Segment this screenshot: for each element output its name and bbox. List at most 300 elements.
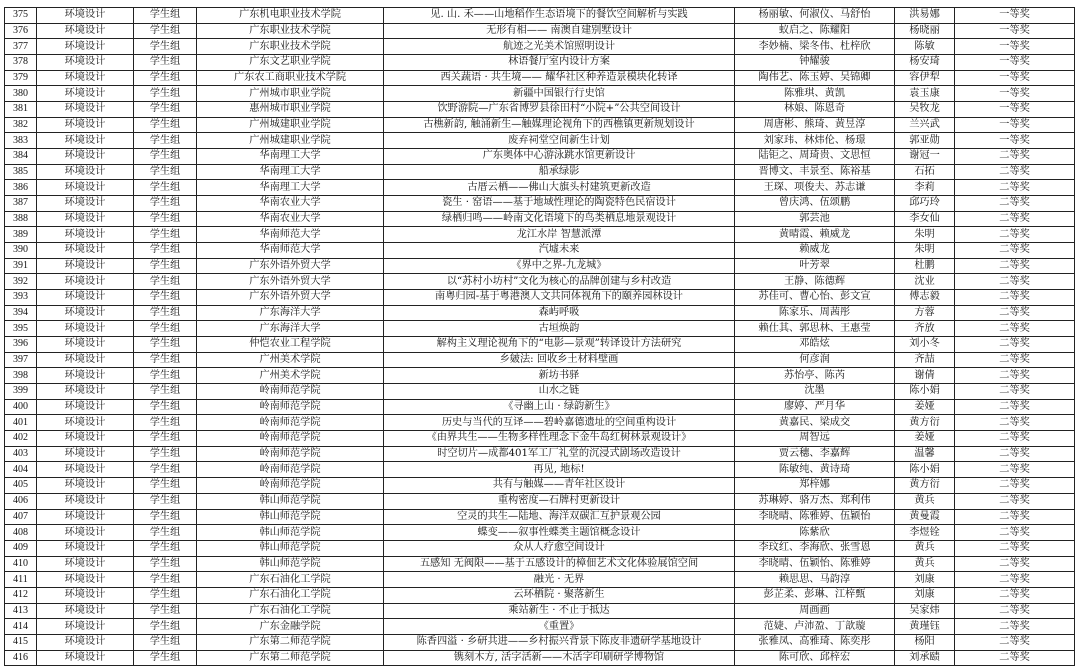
table-row bbox=[5, 321, 1075, 337]
authors-cell: 沈墨 bbox=[735, 384, 895, 400]
school-cell: 岭南师范学院 bbox=[197, 478, 384, 494]
table-row bbox=[5, 619, 1075, 635]
work-title-cell: 镌刻木方, 活字活新——木活字印刷研学博物馆 bbox=[384, 650, 735, 666]
authors-cell: 刘家玮、林炜伦、杨璟 bbox=[735, 133, 895, 149]
school-cell: 华南农业大学 bbox=[197, 196, 384, 212]
work-title-cell: 古樵新韵, 触涌新生—触媒理论视角下的西樵镇更新规划设计 bbox=[384, 117, 735, 133]
authors-cell: 钟耀骏 bbox=[735, 55, 895, 71]
authors-cell: 陶伟艺、陈玉婷、吴锦卿 bbox=[735, 70, 895, 86]
advisor-cell: 石拓 bbox=[895, 164, 955, 180]
category-cell: 环境设计 bbox=[37, 39, 134, 55]
authors-cell: 李妙楠、梁冬伟、杜梓欣 bbox=[735, 39, 895, 55]
row-number-cell: 388 bbox=[5, 211, 37, 227]
row-number-cell: 414 bbox=[5, 619, 37, 635]
school-cell: 华南农业大学 bbox=[197, 211, 384, 227]
award-cell: 二等奖 bbox=[955, 321, 1075, 337]
authors-cell: 王琛、项俊夫、苏志谦 bbox=[735, 180, 895, 196]
category-cell: 环境设计 bbox=[37, 164, 134, 180]
row-number-cell: 407 bbox=[5, 509, 37, 525]
advisor-cell: 黄兵 bbox=[895, 540, 955, 556]
table-row bbox=[5, 650, 1075, 666]
work-title-cell: 解构主义理论视角下的“电影—景观”转译设计方法研究 bbox=[384, 337, 735, 353]
award-cell: 一等奖 bbox=[955, 70, 1075, 86]
category-cell: 环境设计 bbox=[37, 431, 134, 447]
row-number-cell: 389 bbox=[5, 227, 37, 243]
table-row bbox=[5, 180, 1075, 196]
group-cell: 学生组 bbox=[134, 117, 197, 133]
school-cell: 韩山师范学院 bbox=[197, 556, 384, 572]
category-cell: 环境设计 bbox=[37, 258, 134, 274]
group-cell: 学生组 bbox=[134, 462, 197, 478]
table-row bbox=[5, 102, 1075, 118]
advisor-cell: 黄瑾钰 bbox=[895, 619, 955, 635]
advisor-cell: 杨晓丽 bbox=[895, 23, 955, 39]
work-title-cell: 航迹之光美术馆照明设计 bbox=[384, 39, 735, 55]
school-cell: 广州城建职业学院 bbox=[197, 133, 384, 149]
table-row bbox=[5, 540, 1075, 556]
table-row bbox=[5, 211, 1075, 227]
row-number-cell: 385 bbox=[5, 164, 37, 180]
authors-cell: 李晓晴、陈雅婷、伍颖怡 bbox=[735, 509, 895, 525]
work-title-cell: 山水之链 bbox=[384, 384, 735, 400]
school-cell: 岭南师范学院 bbox=[197, 462, 384, 478]
table-row bbox=[5, 493, 1075, 509]
row-number-cell: 384 bbox=[5, 149, 37, 165]
table-row bbox=[5, 587, 1075, 603]
group-cell: 学生组 bbox=[134, 258, 197, 274]
table-row bbox=[5, 446, 1075, 462]
table-row bbox=[5, 243, 1075, 259]
table-row bbox=[5, 431, 1075, 447]
row-number-cell: 390 bbox=[5, 243, 37, 259]
authors-cell: 赖仕其、郭思林、王惠莹 bbox=[735, 321, 895, 337]
award-cell: 二等奖 bbox=[955, 462, 1075, 478]
award-cell: 一等奖 bbox=[955, 102, 1075, 118]
group-cell: 学生组 bbox=[134, 133, 197, 149]
work-title-cell: 众从人疗愈空间设计 bbox=[384, 540, 735, 556]
category-cell: 环境设计 bbox=[37, 8, 134, 24]
advisor-cell: 李煜铨 bbox=[895, 525, 955, 541]
group-cell: 学生组 bbox=[134, 587, 197, 603]
category-cell: 环境设计 bbox=[37, 384, 134, 400]
group-cell: 学生组 bbox=[134, 102, 197, 118]
authors-cell: 邓皓炫 bbox=[735, 337, 895, 353]
group-cell: 学生组 bbox=[134, 290, 197, 306]
advisor-cell: 郭亚勋 bbox=[895, 133, 955, 149]
table-row bbox=[5, 603, 1075, 619]
award-cell: 二等奖 bbox=[955, 556, 1075, 572]
award-cell: 二等奖 bbox=[955, 540, 1075, 556]
category-cell: 环境设计 bbox=[37, 399, 134, 415]
award-cell: 二等奖 bbox=[955, 258, 1075, 274]
table-row bbox=[5, 86, 1075, 102]
category-cell: 环境设计 bbox=[37, 243, 134, 259]
table-row bbox=[5, 399, 1075, 415]
row-number-cell: 416 bbox=[5, 650, 37, 666]
work-title-cell: 《界中之界-九龙城》 bbox=[384, 258, 735, 274]
advisor-cell: 兰兴武 bbox=[895, 117, 955, 133]
school-cell: 广东机电职业技术学院 bbox=[197, 8, 384, 24]
work-title-cell: 空灵的共生—陆地、海洋双碳汇互护景观公园 bbox=[384, 509, 735, 525]
award-cell: 二等奖 bbox=[955, 290, 1075, 306]
authors-cell: 廖婷、严月华 bbox=[735, 399, 895, 415]
work-title-cell: 云环栖院 · 聚落新生 bbox=[384, 587, 735, 603]
award-cell: 二等奖 bbox=[955, 634, 1075, 650]
table-row bbox=[5, 70, 1075, 86]
advisor-cell: 谢冠一 bbox=[895, 149, 955, 165]
work-title-cell: 以“苏村小坊村”文化为核心的品牌创建与乡村改造 bbox=[384, 274, 735, 290]
group-cell: 学生组 bbox=[134, 415, 197, 431]
school-cell: 广州城市职业学院 bbox=[197, 86, 384, 102]
school-cell: 韩山师范学院 bbox=[197, 540, 384, 556]
authors-cell: 周唐彬、熊琦、黄昱淳 bbox=[735, 117, 895, 133]
authors-cell: 陈雅琪、黄凯 bbox=[735, 86, 895, 102]
group-cell: 学生组 bbox=[134, 337, 197, 353]
work-title-cell: 废弃祠堂空间新生计划 bbox=[384, 133, 735, 149]
category-cell: 环境设计 bbox=[37, 321, 134, 337]
school-cell: 华南师范大学 bbox=[197, 227, 384, 243]
school-cell: 广东农工商职业技术学院 bbox=[197, 70, 384, 86]
table-row bbox=[5, 117, 1075, 133]
awards-table bbox=[4, 7, 1075, 666]
group-cell: 学生组 bbox=[134, 305, 197, 321]
group-cell: 学生组 bbox=[134, 446, 197, 462]
group-cell: 学生组 bbox=[134, 164, 197, 180]
authors-cell: 苏琳婷、骆万杰、郑利伟 bbox=[735, 493, 895, 509]
work-title-cell: 五感知 无阀限——基于五感设计的樟佃艺术文化体验展馆空间 bbox=[384, 556, 735, 572]
category-cell: 环境设计 bbox=[37, 556, 134, 572]
advisor-cell: 陈小娟 bbox=[895, 384, 955, 400]
advisor-cell: 李莉 bbox=[895, 180, 955, 196]
row-number-cell: 383 bbox=[5, 133, 37, 149]
advisor-cell: 陈敏 bbox=[895, 39, 955, 55]
category-cell: 环境设计 bbox=[37, 634, 134, 650]
group-cell: 学生组 bbox=[134, 368, 197, 384]
school-cell: 华南理工大学 bbox=[197, 164, 384, 180]
work-title-cell: 重构密度—石牌村更新设计 bbox=[384, 493, 735, 509]
award-cell: 二等奖 bbox=[955, 650, 1075, 666]
advisor-cell: 黄方衍 bbox=[895, 415, 955, 431]
advisor-cell: 方蓉 bbox=[895, 305, 955, 321]
authors-cell: 黄嘉民、梁成交 bbox=[735, 415, 895, 431]
authors-cell: 晋博文、丰景至、陈裕基 bbox=[735, 164, 895, 180]
category-cell: 环境设计 bbox=[37, 415, 134, 431]
school-cell: 韩山师范学院 bbox=[197, 493, 384, 509]
work-title-cell: 饮野游院—广东省博罗县徐田村“小院+”公共空间设计 bbox=[384, 102, 735, 118]
award-cell: 二等奖 bbox=[955, 572, 1075, 588]
category-cell: 环境设计 bbox=[37, 462, 134, 478]
table-row bbox=[5, 525, 1075, 541]
row-number-cell: 395 bbox=[5, 321, 37, 337]
category-cell: 环境设计 bbox=[37, 572, 134, 588]
authors-cell: 叶芳翠 bbox=[735, 258, 895, 274]
school-cell: 广州美术学院 bbox=[197, 368, 384, 384]
award-cell: 二等奖 bbox=[955, 180, 1075, 196]
work-title-cell: 历史与当代的互译——碧岭嘉德遗址的空间重构设计 bbox=[384, 415, 735, 431]
advisor-cell: 温馨 bbox=[895, 446, 955, 462]
authors-cell: 陈可欣、邱梓宏 bbox=[735, 650, 895, 666]
authors-cell: 彭芷柔、彭琳、江梓甄 bbox=[735, 587, 895, 603]
group-cell: 学生组 bbox=[134, 540, 197, 556]
work-title-cell: 《由界共生——生物多样性理念下金牛岛红树林景观设计》 bbox=[384, 431, 735, 447]
award-cell: 一等奖 bbox=[955, 117, 1075, 133]
award-cell: 二等奖 bbox=[955, 337, 1075, 353]
group-cell: 学生组 bbox=[134, 509, 197, 525]
authors-cell: 周画画 bbox=[735, 603, 895, 619]
group-cell: 学生组 bbox=[134, 556, 197, 572]
school-cell: 岭南师范学院 bbox=[197, 431, 384, 447]
advisor-cell: 黄曼霞 bbox=[895, 509, 955, 525]
table-row bbox=[5, 274, 1075, 290]
advisor-cell: 齐喆 bbox=[895, 352, 955, 368]
row-number-cell: 396 bbox=[5, 337, 37, 353]
advisor-cell: 姜娅 bbox=[895, 399, 955, 415]
row-number-cell: 412 bbox=[5, 587, 37, 603]
award-cell: 二等奖 bbox=[955, 431, 1075, 447]
award-cell: 一等奖 bbox=[955, 55, 1075, 71]
award-cell: 一等奖 bbox=[955, 39, 1075, 55]
advisor-cell: 杜鹏 bbox=[895, 258, 955, 274]
row-number-cell: 379 bbox=[5, 70, 37, 86]
row-number-cell: 387 bbox=[5, 196, 37, 212]
category-cell: 环境设计 bbox=[37, 133, 134, 149]
school-cell: 广东职业技术学院 bbox=[197, 39, 384, 55]
row-number-cell: 408 bbox=[5, 525, 37, 541]
school-cell: 广东海洋大学 bbox=[197, 321, 384, 337]
authors-cell: 李晓晴、伍颖怡、陈雅婷 bbox=[735, 556, 895, 572]
category-cell: 环境设计 bbox=[37, 619, 134, 635]
row-number-cell: 397 bbox=[5, 352, 37, 368]
row-number-cell: 410 bbox=[5, 556, 37, 572]
school-cell: 广东第二师范学院 bbox=[197, 634, 384, 650]
group-cell: 学生组 bbox=[134, 603, 197, 619]
authors-cell: 郭芸池 bbox=[735, 211, 895, 227]
authors-cell: 赖威龙 bbox=[735, 243, 895, 259]
row-number-cell: 380 bbox=[5, 86, 37, 102]
group-cell: 学生组 bbox=[134, 525, 197, 541]
row-number-cell: 399 bbox=[5, 384, 37, 400]
school-cell: 广州美术学院 bbox=[197, 352, 384, 368]
group-cell: 学生组 bbox=[134, 478, 197, 494]
category-cell: 环境设计 bbox=[37, 23, 134, 39]
award-cell: 二等奖 bbox=[955, 352, 1075, 368]
category-cell: 环境设计 bbox=[37, 290, 134, 306]
advisor-cell: 刘小冬 bbox=[895, 337, 955, 353]
school-cell: 广东外语外贸大学 bbox=[197, 258, 384, 274]
work-title-cell: 见. 山. 禾——山地稻作生态语境下的餐饮空间解析与实践 bbox=[384, 8, 735, 24]
authors-cell: 苏佳可、曹心怡、彭文宣 bbox=[735, 290, 895, 306]
group-cell: 学生组 bbox=[134, 55, 197, 71]
group-cell: 学生组 bbox=[134, 196, 197, 212]
category-cell: 环境设计 bbox=[37, 337, 134, 353]
row-number-cell: 405 bbox=[5, 478, 37, 494]
advisor-cell: 袁玉康 bbox=[895, 86, 955, 102]
advisor-cell: 吴家炜 bbox=[895, 603, 955, 619]
authors-cell: 苏怡亭、陈芮 bbox=[735, 368, 895, 384]
group-cell: 学生组 bbox=[134, 274, 197, 290]
advisor-cell: 黄兵 bbox=[895, 493, 955, 509]
advisor-cell: 容伊犁 bbox=[895, 70, 955, 86]
category-cell: 环境设计 bbox=[37, 446, 134, 462]
school-cell: 广东石油化工学院 bbox=[197, 603, 384, 619]
award-cell: 一等奖 bbox=[955, 8, 1075, 24]
row-number-cell: 391 bbox=[5, 258, 37, 274]
award-cell: 一等奖 bbox=[955, 23, 1075, 39]
table-row bbox=[5, 415, 1075, 431]
advisor-cell: 杨阳 bbox=[895, 634, 955, 650]
work-title-cell: 乡皴法: 回收乡土材料壁画 bbox=[384, 352, 735, 368]
advisor-cell: 沈业 bbox=[895, 274, 955, 290]
row-number-cell: 382 bbox=[5, 117, 37, 133]
work-title-cell: 南粤归园-基于粤港澳人文共同体视角下的颐养园林设计 bbox=[384, 290, 735, 306]
award-cell: 二等奖 bbox=[955, 149, 1075, 165]
school-cell: 仲恺农业工程学院 bbox=[197, 337, 384, 353]
school-cell: 广东外语外贸大学 bbox=[197, 274, 384, 290]
advisor-cell: 刘康 bbox=[895, 572, 955, 588]
advisor-cell: 黄方衍 bbox=[895, 478, 955, 494]
award-cell: 二等奖 bbox=[955, 525, 1075, 541]
work-title-cell: 无形有相—— 南澳自建别墅设计 bbox=[384, 23, 735, 39]
school-cell: 广东海洋大学 bbox=[197, 305, 384, 321]
row-number-cell: 398 bbox=[5, 368, 37, 384]
category-cell: 环境设计 bbox=[37, 305, 134, 321]
school-cell: 韩山师范学院 bbox=[197, 509, 384, 525]
category-cell: 环境设计 bbox=[37, 509, 134, 525]
row-number-cell: 376 bbox=[5, 23, 37, 39]
row-number-cell: 400 bbox=[5, 399, 37, 415]
table-row bbox=[5, 133, 1075, 149]
school-cell: 岭南师范学院 bbox=[197, 399, 384, 415]
advisor-cell: 姜娅 bbox=[895, 431, 955, 447]
authors-cell: 黄晴霞、赖威龙 bbox=[735, 227, 895, 243]
award-cell: 二等奖 bbox=[955, 196, 1075, 212]
school-cell: 广东职业技术学院 bbox=[197, 23, 384, 39]
row-number-cell: 393 bbox=[5, 290, 37, 306]
award-cell: 二等奖 bbox=[955, 587, 1075, 603]
group-cell: 学生组 bbox=[134, 149, 197, 165]
work-title-cell: 古厝云栖——佛山大旗头村建筑更新改造 bbox=[384, 180, 735, 196]
advisor-cell: 齐放 bbox=[895, 321, 955, 337]
school-cell: 岭南师范学院 bbox=[197, 415, 384, 431]
group-cell: 学生组 bbox=[134, 650, 197, 666]
category-cell: 环境设计 bbox=[37, 525, 134, 541]
school-cell: 惠州城市职业学院 bbox=[197, 102, 384, 118]
work-title-cell: 再见, 地标! bbox=[384, 462, 735, 478]
authors-cell: 赖思思、马韵淳 bbox=[735, 572, 895, 588]
work-title-cell: 《寻幽上山 · 绿韵新生》 bbox=[384, 399, 735, 415]
advisor-cell: 刘承赜 bbox=[895, 650, 955, 666]
school-cell: 广东外语外贸大学 bbox=[197, 290, 384, 306]
row-number-cell: 377 bbox=[5, 39, 37, 55]
table-row bbox=[5, 305, 1075, 321]
authors-cell: 曾庆鸿、伍颂鹏 bbox=[735, 196, 895, 212]
work-title-cell: 《重置》 bbox=[384, 619, 735, 635]
category-cell: 环境设计 bbox=[37, 86, 134, 102]
authors-cell: 林娘、陈恩奇 bbox=[735, 102, 895, 118]
school-cell: 岭南师范学院 bbox=[197, 446, 384, 462]
award-cell: 二等奖 bbox=[955, 274, 1075, 290]
authors-cell: 陈紫欣 bbox=[735, 525, 895, 541]
group-cell: 学生组 bbox=[134, 86, 197, 102]
row-number-cell: 381 bbox=[5, 102, 37, 118]
award-cell: 二等奖 bbox=[955, 478, 1075, 494]
group-cell: 学生组 bbox=[134, 619, 197, 635]
group-cell: 学生组 bbox=[134, 634, 197, 650]
group-cell: 学生组 bbox=[134, 23, 197, 39]
award-cell: 二等奖 bbox=[955, 227, 1075, 243]
row-number-cell: 392 bbox=[5, 274, 37, 290]
category-cell: 环境设计 bbox=[37, 603, 134, 619]
table-row bbox=[5, 290, 1075, 306]
row-number-cell: 411 bbox=[5, 572, 37, 588]
category-cell: 环境设计 bbox=[37, 211, 134, 227]
category-cell: 环境设计 bbox=[37, 352, 134, 368]
group-cell: 学生组 bbox=[134, 399, 197, 415]
table-row bbox=[5, 368, 1075, 384]
work-title-cell: 陈香四溢 · 乡研共进——乡村振兴背景下陈皮非遗研学基地设计 bbox=[384, 634, 735, 650]
table-row bbox=[5, 556, 1075, 572]
school-cell: 广州城建职业学院 bbox=[197, 117, 384, 133]
group-cell: 学生组 bbox=[134, 384, 197, 400]
group-cell: 学生组 bbox=[134, 572, 197, 588]
authors-cell: 范婕、卢沛盈、丁歆璇 bbox=[735, 619, 895, 635]
category-cell: 环境设计 bbox=[37, 55, 134, 71]
row-number-cell: 386 bbox=[5, 180, 37, 196]
award-cell: 二等奖 bbox=[955, 619, 1075, 635]
category-cell: 环境设计 bbox=[37, 368, 134, 384]
category-cell: 环境设计 bbox=[37, 587, 134, 603]
work-title-cell: 龙江水岸 智慧派潭 bbox=[384, 227, 735, 243]
table-row bbox=[5, 55, 1075, 71]
table-row bbox=[5, 384, 1075, 400]
category-cell: 环境设计 bbox=[37, 180, 134, 196]
work-title-cell: 融光 · 无界 bbox=[384, 572, 735, 588]
work-title-cell: 汽墟未来 bbox=[384, 243, 735, 259]
table-row bbox=[5, 149, 1075, 165]
row-number-cell: 375 bbox=[5, 8, 37, 24]
table-row bbox=[5, 258, 1075, 274]
school-cell: 广东文艺职业学院 bbox=[197, 55, 384, 71]
authors-cell: 王静、陈德辉 bbox=[735, 274, 895, 290]
award-cell: 二等奖 bbox=[955, 493, 1075, 509]
table-row bbox=[5, 352, 1075, 368]
row-number-cell: 409 bbox=[5, 540, 37, 556]
school-cell: 广东石油化工学院 bbox=[197, 587, 384, 603]
advisor-cell: 杨安琦 bbox=[895, 55, 955, 71]
group-cell: 学生组 bbox=[134, 227, 197, 243]
table-body bbox=[5, 8, 1075, 666]
category-cell: 环境设计 bbox=[37, 149, 134, 165]
category-cell: 环境设计 bbox=[37, 650, 134, 666]
authors-cell: 陈敏纯、黄诗琦 bbox=[735, 462, 895, 478]
advisor-cell: 傅志毅 bbox=[895, 290, 955, 306]
group-cell: 学生组 bbox=[134, 70, 197, 86]
advisor-cell: 黄兵 bbox=[895, 556, 955, 572]
group-cell: 学生组 bbox=[134, 8, 197, 24]
category-cell: 环境设计 bbox=[37, 196, 134, 212]
table-row bbox=[5, 509, 1075, 525]
table-row bbox=[5, 462, 1075, 478]
advisor-cell: 朱明 bbox=[895, 243, 955, 259]
row-number-cell: 406 bbox=[5, 493, 37, 509]
table-row bbox=[5, 227, 1075, 243]
table-row bbox=[5, 39, 1075, 55]
row-number-cell: 413 bbox=[5, 603, 37, 619]
table-row bbox=[5, 8, 1075, 24]
group-cell: 学生组 bbox=[134, 493, 197, 509]
award-cell: 二等奖 bbox=[955, 384, 1075, 400]
school-cell: 广东第二师范学院 bbox=[197, 650, 384, 666]
